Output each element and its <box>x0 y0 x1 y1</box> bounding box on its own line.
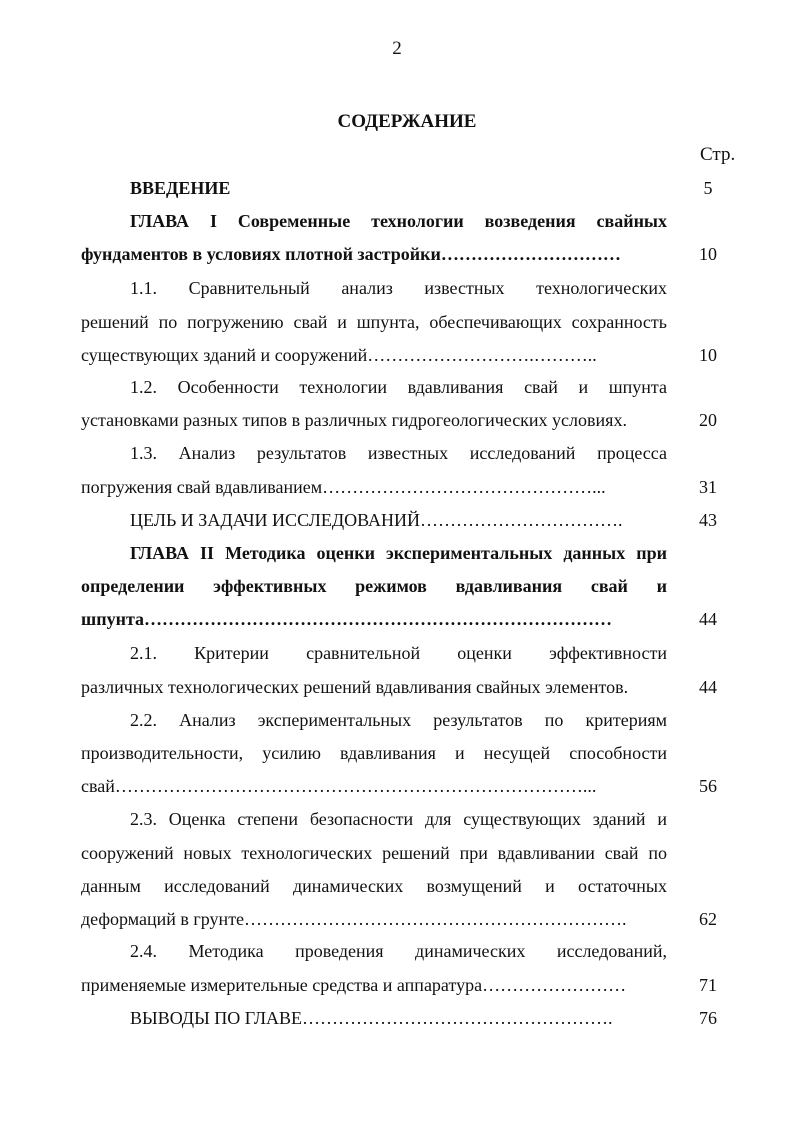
toc-entry-line: 1.2. Особенности технологии вдавливания свай и шпунта <box>130 377 667 397</box>
toc-entry-line: 1.3. Анализ результатов известных исследований процесса <box>130 443 667 463</box>
toc-entry-line: определении эффективных режимов вдавливания свай и <box>81 576 667 596</box>
toc-entry-page: 56 <box>699 776 717 796</box>
toc-entry-line: шпунта…………………………………………………………………… <box>81 609 612 629</box>
toc-entry-line: применяемые измерительные средства и аппаратура…………………… <box>81 975 627 995</box>
toc-entry-line: существующих зданий и сооружений……………………….……….. <box>81 345 597 365</box>
toc-entry-line: ЦЕЛЬ И ЗАДАЧИ ИССЛЕДОВАНИЙ……………………………. <box>130 510 623 530</box>
toc-entry-page: 10 <box>699 345 717 365</box>
toc-entry-line: деформаций в грунте………………………………………………………. <box>81 909 627 929</box>
toc-entry-page: 62 <box>699 909 717 929</box>
toc-entry-page: 43 <box>699 510 717 530</box>
toc-entry-line: данным исследований динамических возмущений и остаточных <box>81 876 667 896</box>
toc-entry-page: 71 <box>699 975 717 995</box>
toc-entry-line: ВЫВОДЫ ПО ГЛАВЕ……………………………………………. <box>130 1008 613 1028</box>
toc-entry-page: 20 <box>699 410 717 430</box>
toc-entry-line: различных технологических решений вдавливания свайных элементов. <box>81 677 629 697</box>
toc-entry-line: 2.1. Критерии сравнительной оценки эффективности <box>130 643 667 663</box>
toc-entry-line: сооружений новых технологических решений при вдавливании свай по <box>81 843 667 863</box>
toc-entry-line: 2.3. Оценка степени безопасности для существующих зданий и <box>130 809 667 829</box>
toc-entry-page: 31 <box>699 477 717 497</box>
toc-entry-line: погружения свай вдавливанием………………………………………... <box>81 477 606 497</box>
toc-entry-line: решений по погружению свай и шпунта, обеспечивающих сохранность <box>81 312 667 332</box>
page-column-header: Стр. <box>700 144 736 165</box>
toc-entry-line: свай……………………………………………………………………... <box>81 776 597 796</box>
toc-entry-page: 76 <box>699 1008 717 1028</box>
toc-entry-line: ГЛАВА II Методика оценки экспериментальных данных при <box>130 543 667 563</box>
toc-entry-line: ГЛАВА I Современные технологии возведения свайных <box>130 211 667 231</box>
toc-entry-line: 1.1. Сравнительный анализ известных технологических <box>130 278 667 298</box>
toc-entry-line: 2.4. Методика проведения динамических исследований, <box>130 941 667 961</box>
toc-entry-line: производительности, усилию вдавливания и несущей способности <box>81 743 667 763</box>
toc-entry-line: ВВЕДЕНИЕ <box>130 178 231 198</box>
toc-entry-line: 2.2. Анализ экспериментальных результатов по критериям <box>130 710 667 730</box>
page-number: 2 <box>392 38 402 59</box>
toc-entry-page: 5 <box>703 178 713 198</box>
toc-entry-page: 44 <box>699 609 717 629</box>
toc-entry-page: 10 <box>699 244 717 264</box>
toc-title: СОДЕРЖАНИЕ <box>337 111 477 132</box>
toc-entry-line: установками разных типов в различных гидрогеологических условиях. <box>81 410 627 430</box>
toc-entry-page: 44 <box>699 677 717 697</box>
toc-entry-line: фундаментов в условиях плотной застройки………………………… <box>81 244 621 264</box>
